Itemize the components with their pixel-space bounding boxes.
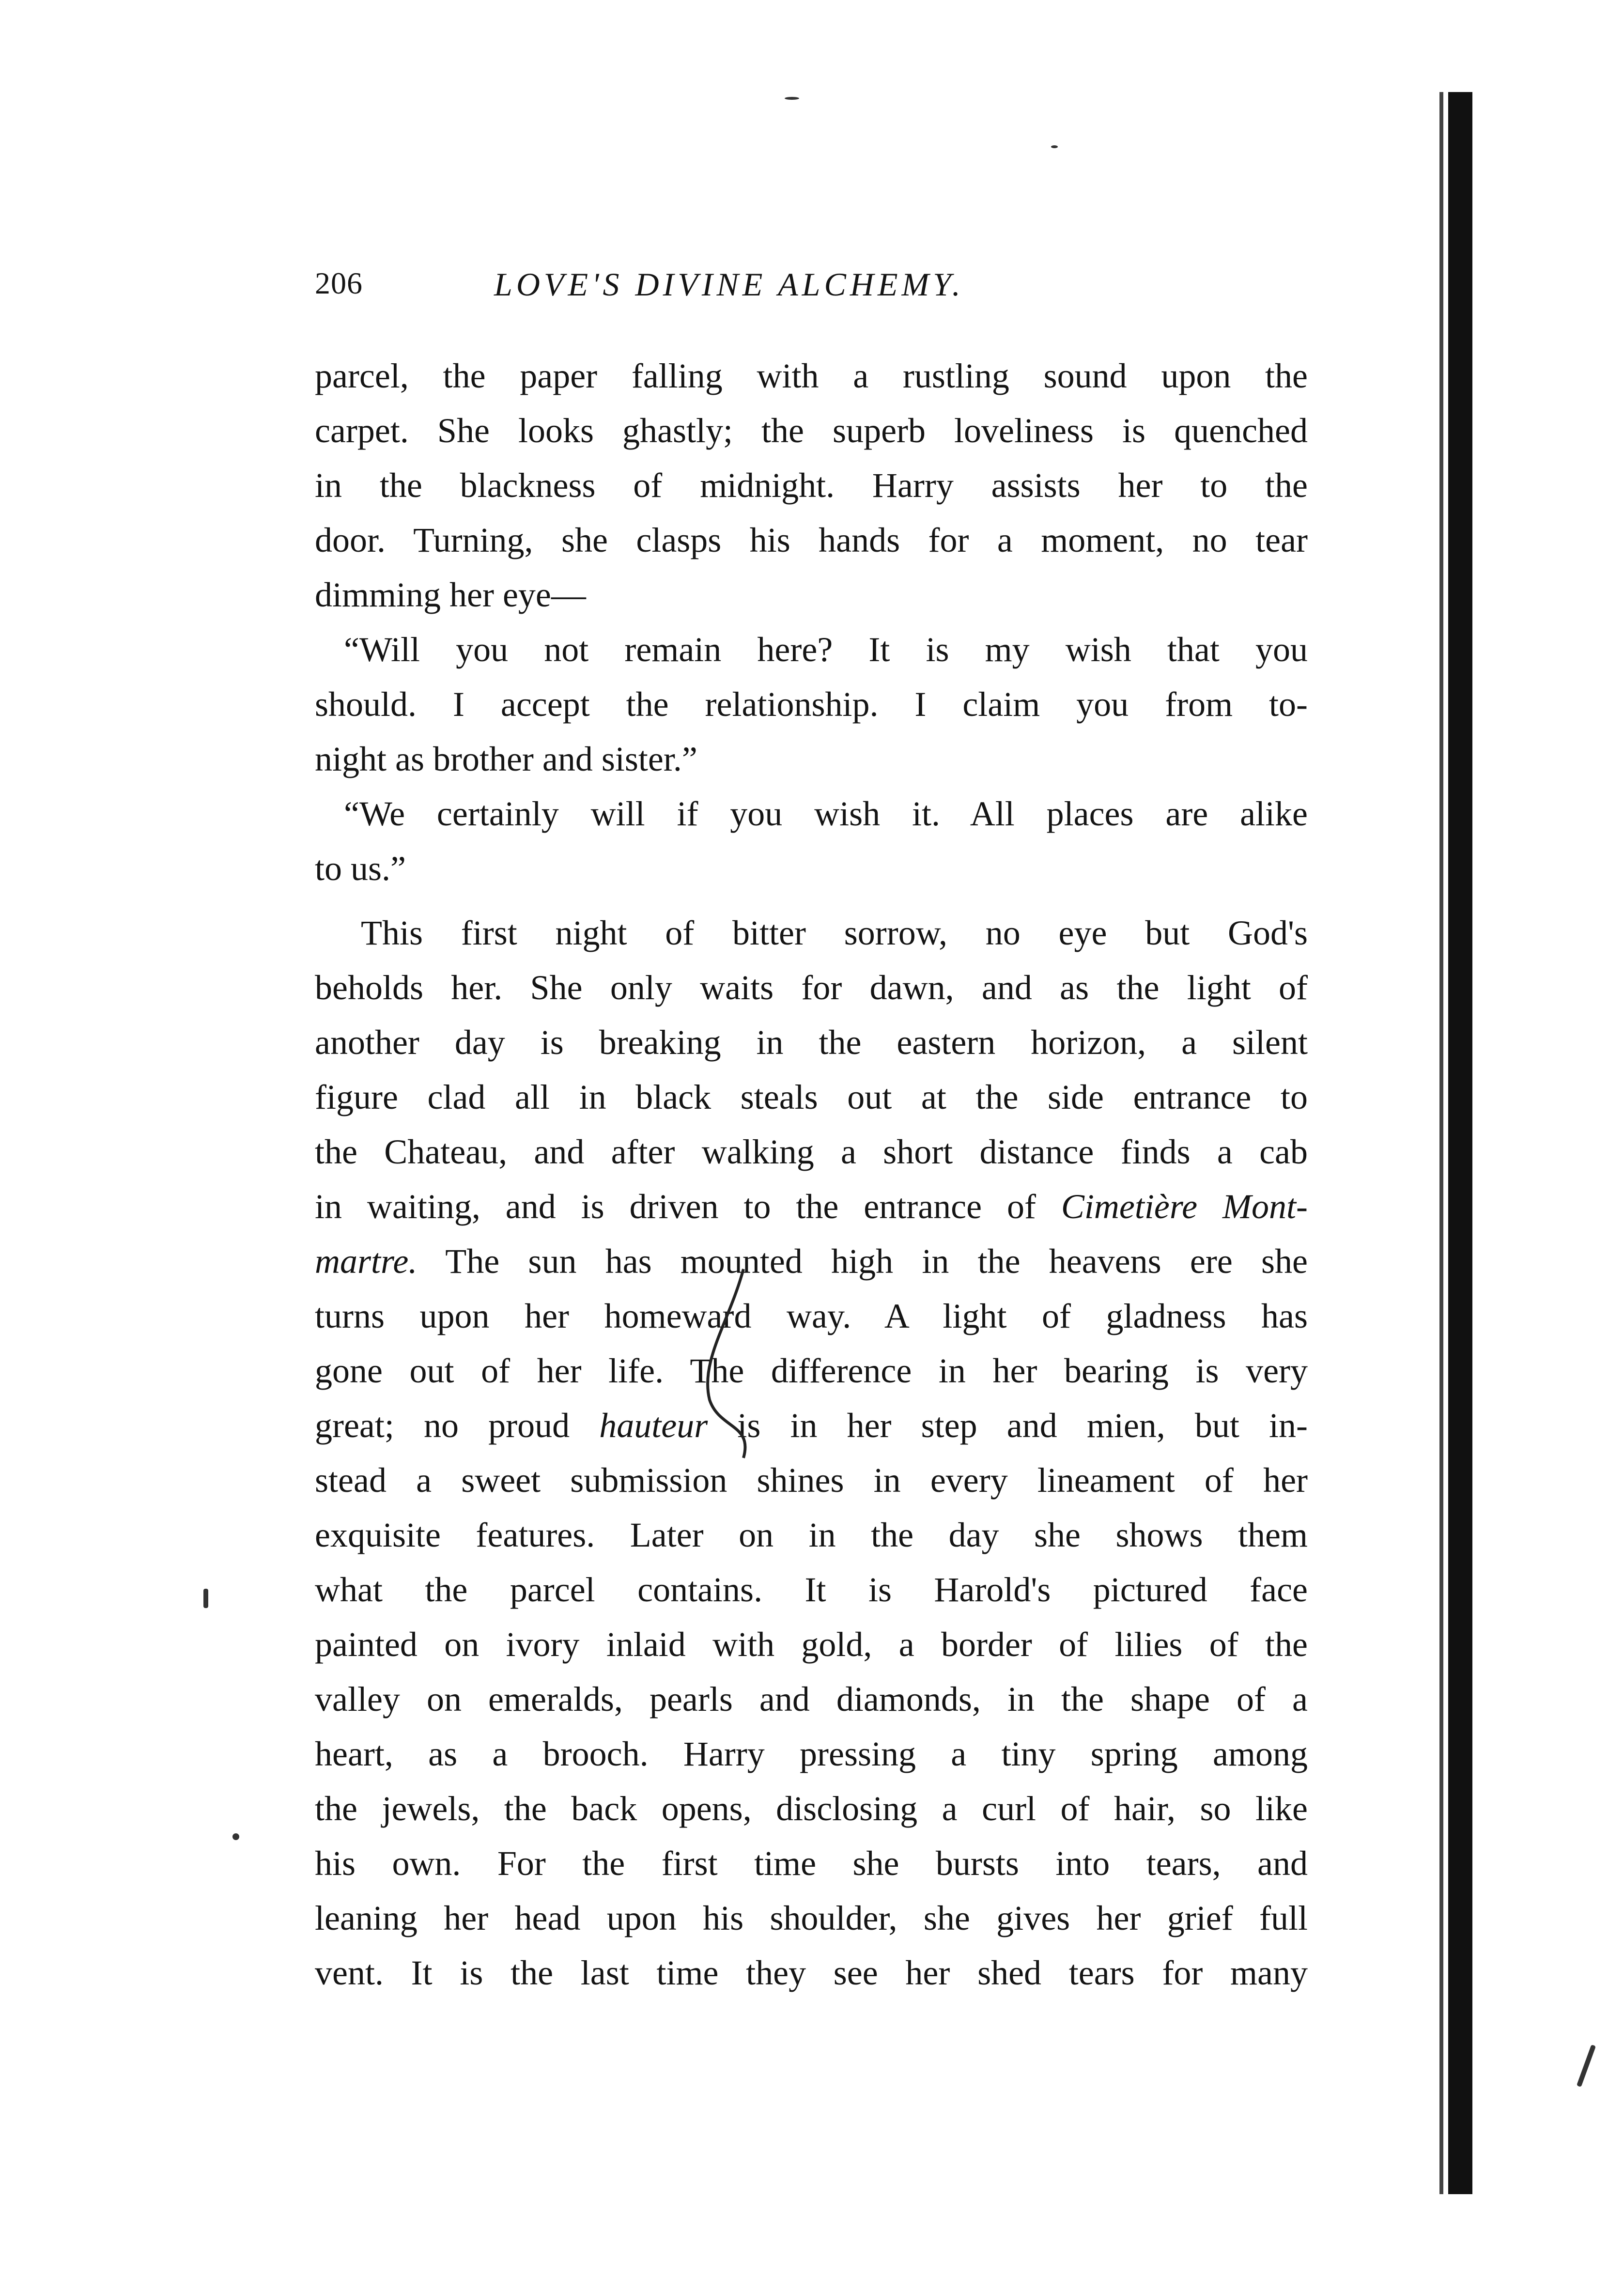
italic-place-name: martre.	[315, 1242, 418, 1281]
scan-speck	[785, 97, 799, 100]
text-line: the jewels, the back opens, disclosing a curl of hair, so like	[315, 1789, 1308, 1828]
text-line: painted on ivory inlaid with gold, a border of lilies of the	[315, 1625, 1308, 1664]
pencil-mark-icon	[671, 1264, 777, 1468]
scan-speck	[203, 1589, 208, 1608]
text-fragment: The sun has mounted high in the heavens ere she	[417, 1242, 1308, 1281]
text-line: carpet. She looks ghastly; the superb loveliness is quenched	[315, 411, 1308, 450]
binding-shadow-thin	[1439, 92, 1443, 2194]
text-line: his own. For the first time she bursts into tears, and	[315, 1844, 1308, 1883]
text-line: the Chateau, and after walking a short distance finds a cab	[315, 1132, 1308, 1171]
text-line: leaning her head upon his shoulder, she gives her grief full	[315, 1899, 1308, 1937]
text-line: another day is breaking in the eastern horizon, a silent	[315, 1023, 1308, 1062]
text-line: in the blackness of midnight. Harry assists her to the	[315, 466, 1308, 505]
text-line: This first night of bitter sorrow, no eye but God's	[361, 914, 1308, 952]
text-line: exquisite features. Later on in the day she shows them	[315, 1516, 1308, 1554]
text-line: should. I accept the relationship. I claim you from to-	[315, 685, 1308, 724]
page-number: 206	[315, 266, 363, 300]
text-line: “Will you not remain here? It is my wish that you	[344, 630, 1308, 669]
text-line: dimming her eye—	[315, 575, 586, 614]
text-line: figure clad all in black steals out at the side entrance to	[315, 1078, 1308, 1116]
text-line	[315, 1234, 1308, 1289]
text-line: what the parcel contains. It is Harold's pictured face	[315, 1570, 1308, 1609]
running-head	[315, 265, 1235, 309]
text-line: night as brother and sister.”	[315, 740, 697, 778]
text-line: “We certainly will if you wish it. All places are alike	[344, 794, 1308, 833]
text-fragment: is in her step and mien, but in-	[708, 1406, 1308, 1445]
body-text	[315, 349, 1308, 2000]
text-line: beholds her. She only waits for dawn, and as the light of	[315, 968, 1308, 1007]
text-line: turns upon her homeward way. A light of gladness has	[315, 1297, 1308, 1335]
scan-speck	[232, 1833, 239, 1840]
text-line: valley on emeralds, pearls and diamonds, in the shape of a	[315, 1680, 1308, 1719]
text-line: door. Turning, she clasps his hands for a moment, no tear	[315, 521, 1308, 559]
text-line: heart, as a brooch. Harry pressing a tiny spring among	[315, 1735, 1308, 1773]
scan-speck	[1577, 2045, 1596, 2087]
text-line: stead a sweet submission shines in every lineament of her	[315, 1461, 1308, 1500]
scan-speck	[1051, 145, 1058, 148]
italic-word: hauteur	[599, 1406, 708, 1445]
text-line	[315, 1179, 1308, 1234]
text-line: to us.”	[315, 849, 406, 888]
italic-place-name: Cimetière Mont-	[1061, 1187, 1308, 1226]
text-fragment: great; no proud	[315, 1406, 600, 1445]
text-line: parcel, the paper falling with a rustling sound upon the	[315, 356, 1308, 395]
binding-shadow	[1448, 92, 1472, 2194]
text-line	[315, 1398, 1308, 1453]
text-line: vent. It is the last time they see her shed tears for many	[315, 1953, 1308, 1992]
text-fragment: in waiting, and is driven to the entrance of	[315, 1187, 1061, 1226]
text-line: gone out of her life. The difference in her bearing is very	[315, 1351, 1308, 1390]
running-title: LOVE'S DIVINE ALCHEMY.	[494, 266, 964, 303]
